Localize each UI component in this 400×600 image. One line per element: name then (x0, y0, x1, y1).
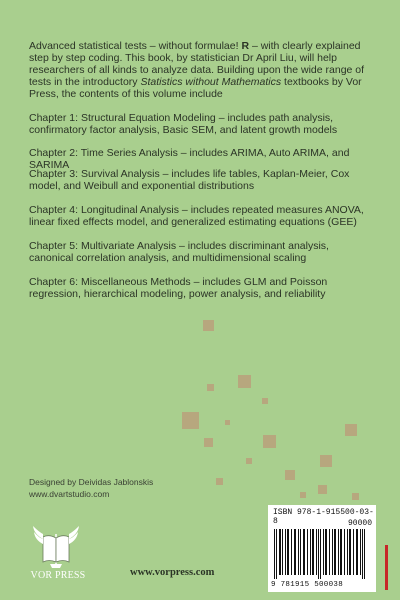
isbn-barcode (268, 505, 376, 592)
decor-square (300, 492, 306, 498)
intro-part-3: textbooks by Vor Press, the contents of this volume include (29, 76, 362, 100)
decor-square (285, 470, 295, 480)
decor-square (263, 435, 276, 448)
decor-square (207, 384, 214, 391)
chapter-5: Chapter 5: Multivariate Analysis – includes discriminant analysis, canonical correlation analysis, and multidimensional scaling (29, 240, 329, 264)
chapter-6: Chapter 6: Miscellaneous Methods – includes GLM and Poisson regression, hierarchical modeling, power analysis, and reliability (29, 276, 328, 300)
decor-square (238, 375, 251, 388)
designer-credits (29, 476, 153, 500)
series-title: Statistics without Mathematics (140, 76, 282, 88)
decor-square (352, 493, 359, 500)
publisher-name: VOR PRESS (30, 570, 86, 581)
decor-square (345, 424, 357, 436)
barcode-bars-icon (272, 529, 372, 579)
chapter-2: Chapter 2: Time Series Analysis – includes ARIMA, Auto ARIMA, and SARIMA (29, 147, 350, 171)
price-addon: 90000 (347, 519, 372, 528)
decor-square (225, 420, 230, 425)
r-language-name: R (241, 40, 250, 52)
decor-square (203, 320, 214, 331)
decor-square (216, 478, 223, 485)
decor-square (318, 485, 327, 494)
chapter-3: Chapter 3: Survival Analysis – includes life tables, Kaplan-Meier, Cox model, and Weibull and exponential distributions (29, 168, 350, 192)
intro-part-1: Advanced statistical tests – without formulae! (29, 40, 242, 52)
edge-mark (385, 545, 388, 590)
decor-square (246, 458, 252, 464)
publisher-url: www.vorpress.com (130, 567, 215, 578)
isbn-text: ISBN 978-1-915500-03-8 (273, 508, 374, 526)
decor-square (204, 438, 213, 447)
decor-square (262, 398, 268, 404)
chapter-4: Chapter 4: Longitudinal Analysis – includes repeated measures ANOVA, linear fixed effects model, and generalized estimating equations (GEE) (29, 204, 364, 228)
decor-square (320, 455, 332, 467)
intro-part-2: – with clearly explained step by step coding. This book, by statistician Dr April Liu, will help researchers of all kinds to analyze data. Building upon the wide range of tests in the introductory (29, 40, 365, 88)
chapter-1: Chapter 1: Structural Equation Modeling – includes path analysis, confirmatory factor analysis, Basic SEM, and latent growth models (29, 112, 338, 136)
intro-paragraph (29, 40, 373, 100)
decor-square (182, 412, 199, 429)
designer-website: www.dvartstudio.com (29, 489, 110, 499)
ean-digits: 9 781915 500038 (271, 581, 344, 589)
winged-book-icon (32, 524, 80, 570)
designer-name: Designed by Deividas Jablonskis (29, 477, 154, 487)
